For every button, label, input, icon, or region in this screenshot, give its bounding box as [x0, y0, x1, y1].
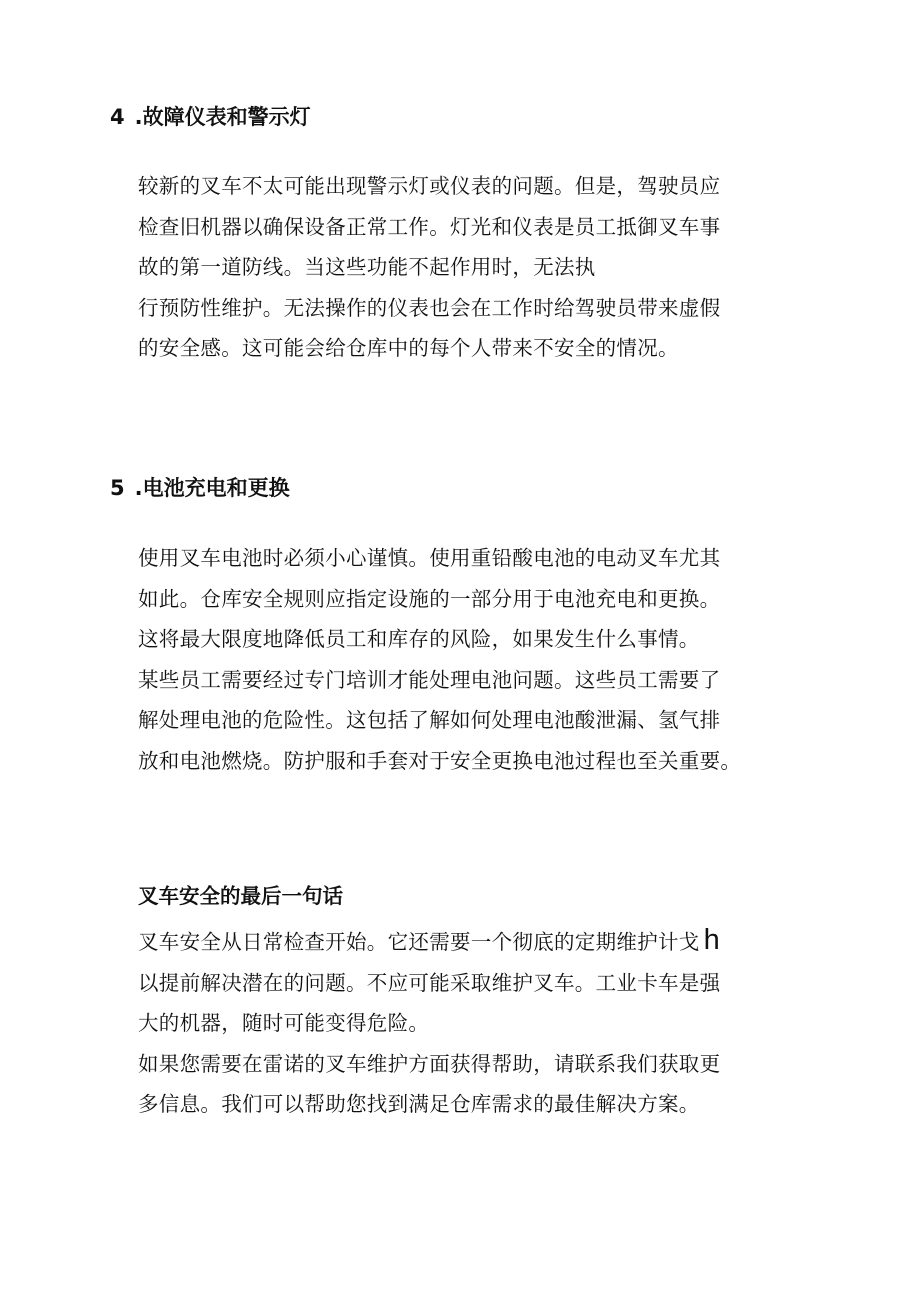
paragraph-line	[138, 924, 808, 969]
paragraph-line: 以提前解决潜在的问题。不应可能采取维护叉车。工业卡车是强	[138, 970, 721, 995]
section-4-paragraph	[138, 172, 808, 375]
section-5-number: 5	[110, 476, 125, 500]
paragraph-line: 行预防性维护。无法操作的仪表也会在工作时给驾驶员带来虚假	[138, 295, 721, 320]
paragraph-line: 的安全感。这可能会给仓库中的每个人带来不安全的情况。	[138, 336, 679, 361]
paragraph-line: 放和电池燃烧。防护服和手套对于安全更换电池过程也至关重要。	[138, 748, 742, 773]
paragraph-line: 这将最大限度地降低员工和库存的风险，如果发生什么事情。	[138, 627, 700, 652]
section-5-paragraph	[138, 544, 808, 788]
paragraph-line: 使用叉车电池时必须小心谨慎。使用重铅酸电池的电动叉车尤其	[138, 546, 721, 570]
paragraph-line: 多信息。我们可以帮助您找到满足仓库需求的最佳解决方案。	[138, 1092, 700, 1117]
paragraph-line-text: 叉车安全从日常检查开始。它还需要一个彻底的定期维护计戈	[138, 930, 700, 954]
final-section-title: 叉车安全的最后一句话	[138, 884, 343, 908]
section-4-number: 4	[110, 105, 125, 129]
final-section-paragraph	[138, 924, 808, 1131]
paragraph-line: 大的机器，随时可能变得危险。	[138, 1011, 430, 1036]
paragraph-line: 较新的叉车不太可能出现警示灯或仪表的问题。但是，驾驶员应	[138, 174, 721, 198]
section-4-heading	[110, 103, 311, 131]
paragraph-line: 检查旧机器以确保设备正常工作。灯光和仪表是员工抵御叉车事	[138, 214, 721, 239]
section-4-title: .故障仪表和警示灯	[134, 105, 311, 129]
paragraph-line: 如果您需要在雷诺的叉车维护方面获得帮助，请联系我们获取更	[138, 1051, 721, 1076]
section-5-heading	[110, 474, 290, 502]
paragraph-line: 某些员工需要经过专门培训才能处理电池问题。这些员工需要了	[138, 667, 721, 692]
paragraph-line: 解处理电池的危险性。这包括了解如何处理电池酸泄漏、氢气排	[138, 708, 721, 733]
section-5-title: .电池充电和更换	[134, 476, 290, 500]
paragraph-line: 如此。仓库安全规则应指定设施的一部分用于电池充电和更换。	[138, 586, 721, 611]
stray-letter: h	[703, 924, 721, 956]
paragraph-line: 故的第一道防线。当这些功能不起作用时，无法执	[138, 255, 596, 280]
